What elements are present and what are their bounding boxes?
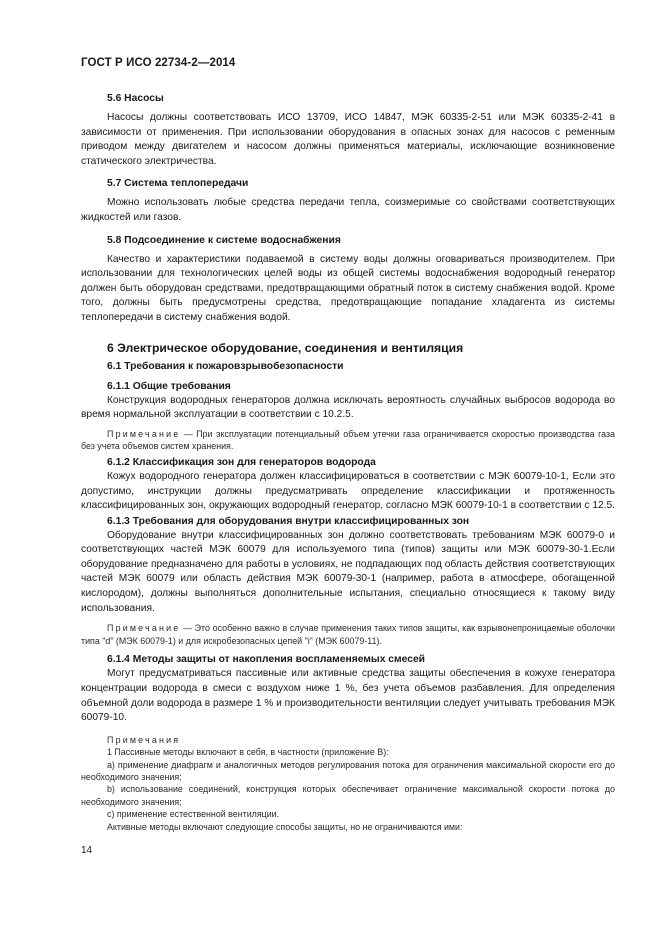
section-6-1-3-text: Оборудование внутри классифицированных зон должно соответствовать требованиям МЭК 60079-0 и соответствующих частей МЭК 60079 для используемого типа (типов) защиты или МЭК 60079-30-1.Если оборудование предназначено для работы в условиях, не подпадающих под область действия соответствующих частей МЭК 60079 или область действия МЭК 60079-30-1 (например, работа в атмосфере, обогащенной кислородом), должны выполняться дополнительные испытания, специально относящиеся к такому виду использования.: [81, 529, 615, 614]
note-text: — При эксплуатации потенциальный объем утечки газа ограничивается скоростью производства газа без учета объемов систем хранения.: [81, 428, 615, 452]
notes-item: a) применение диафрагм и аналогичных методов регулирования потока для ограничения максимальной скорости его до необходимого значения;: [81, 759, 615, 783]
section-6-1-1-text: Конструкция водородных генераторов должна исключать вероятность случайных выбросов водорода во время нормальной эксплуатации в соответствии с 10.2.5.: [81, 394, 615, 421]
section-6-1-4-notes: [81, 734, 615, 833]
section-5-7-text: Можно использовать любые средства передачи тепла, соизмеримые со свойствами соответствующих жидкостей или газов.: [81, 197, 615, 223]
section-6-1-3-note: [81, 622, 615, 647]
document-body: [81, 92, 615, 833]
notes-item: Активные методы включают следующие способы защиты, но не ограничиваются ими:: [107, 821, 463, 832]
note-label: Примечание: [107, 623, 181, 634]
section-6-1-1-heading: 6.1.1 Общие требования: [107, 380, 231, 392]
section-6-1-heading: 6.1 Требования к пожаровзрывобезопасности: [107, 360, 344, 372]
section-6-1-2-heading: 6.1.2 Классификация зон для генераторов водорода: [107, 456, 376, 468]
section-5-6-text: Насосы должны соответствовать ИСО 13709, ИСО 14847, МЭК 60335-2-51 или МЭК 60335-2-41 в зависимости от применения. При использовании оборудования в опасных зонах для насосов с ременным приводом между двигателем и насосом должны применяться материалы, исключающие возникновение статического электричества.: [81, 112, 615, 167]
section-5-8-heading: 5.8 Подсоединение к системе водоснабжения: [107, 234, 341, 246]
note-text: — Это особенно важно в случае применения таких типов защиты, как взрывонепроницаемые оболочки типа "d" (МЭК 60079-1) и для искробезопасных цепей "i" (МЭК 60079-11).: [81, 623, 615, 646]
notes-item: 1 Пассивные методы включают в себя, в частности (приложение В):: [107, 747, 389, 758]
notes-item: c) применение естественной вентиляции.: [107, 809, 280, 820]
section-6-heading: 6 Электрическое оборудование, соединения и вентиляция: [107, 340, 464, 355]
section-6-1-4-text: Могут предусматриваться пассивные или активные средства защиты обеспечения в кожухе генератора концентрации водорода в смеси с воздухом ниже 1 %, без учета объемов разбавления. Для определения объемной доли водорода в размере 1 % и производительности вентиляции следует учитывать требования МЭК 60079-10.: [81, 668, 615, 724]
notes-label: Примечания: [107, 734, 181, 745]
notes-item: b) использование соединений, конструкция которых обеспечивает ограничение максимальной скорости потока до необходимого значения;: [81, 784, 615, 807]
note-label: Примечание: [107, 428, 181, 439]
section-6-1-3-heading: 6.1.3 Требования для оборудования внутри классифицированных зон: [107, 515, 470, 527]
section-6-1-2-text: Кожух водородного генератора должен классифицироваться в соответствии с МЭК 60079-10-1, Если это допустимо, инструкции должны предусматривать определение классификации и протяженность классифицированных зон, окружающих водородный генератор, согласно МЭК 60079-10-1 в соответствии с 12.5.: [81, 470, 616, 512]
section-6-1-1-note: [81, 428, 615, 453]
section-5-7-heading: 5.7 Система теплопередачи: [107, 178, 249, 190]
section-6-1-4-heading: 6.1.4 Методы защиты от накопления воспламеняемых смесей: [107, 654, 426, 666]
page-number: 14: [81, 845, 93, 856]
section-5-6-heading: 5.6 Насосы: [107, 93, 164, 104]
section-5-8-text: Качество и характеристики подаваемой в систему воды должны оговариваться производителем. При использовании для технологических целей воды из общей системы водоснабжения водородный генератор должен быть оборудован средствами, предотвращающими обратный поток в систему снабжения водой. Кроме того, должны быть предусмотрены средства, предотвращающие попадание хладагента из системы теплопередачи в систему снабжения водой.: [81, 253, 615, 323]
page-header: ГОСТ Р ИСО 22734-2—2014: [81, 57, 236, 69]
